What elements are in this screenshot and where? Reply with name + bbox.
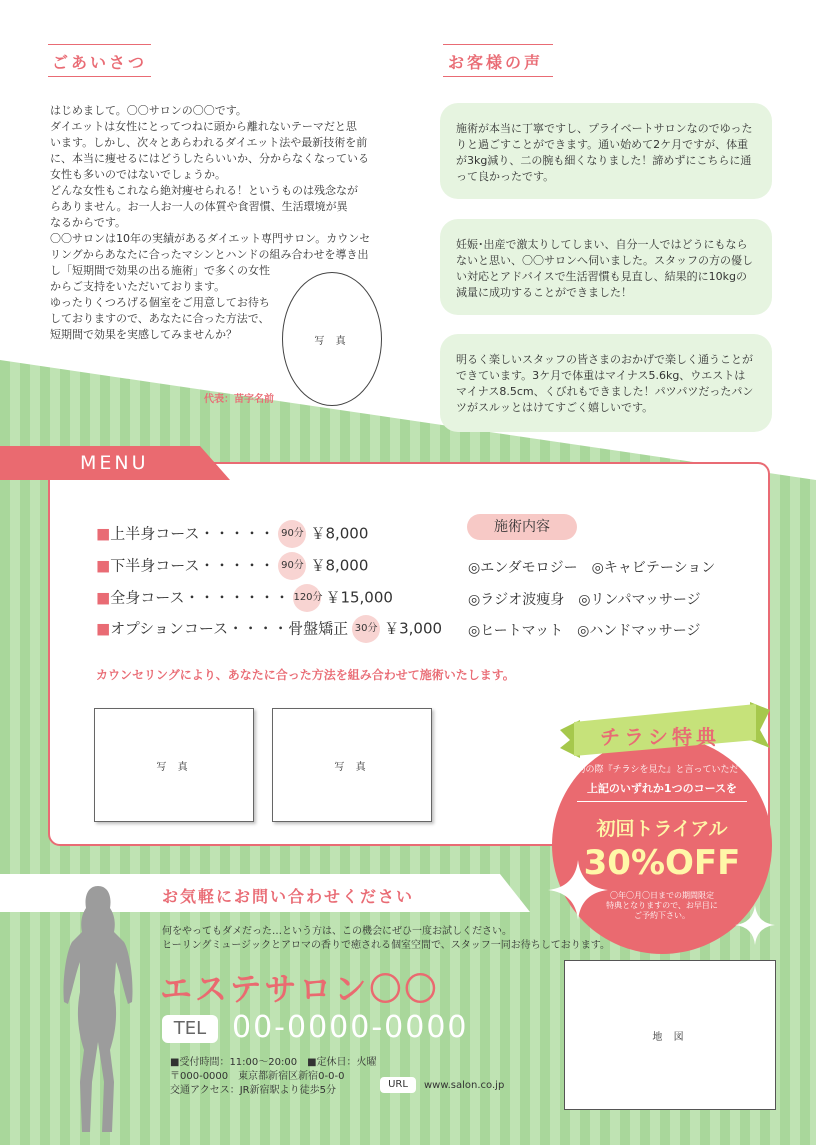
greeting-line: に、本当に痩せるにはどうしたらいいか、分からなくなっている bbox=[50, 152, 369, 165]
voice-card: 施術が本当に丁寧ですし、プライベートサロンなのでゆったりと過ごすことができます。通い始めて2ケ月ですが、体重が3kg減り、二の腕も細くなりました！諦めずにこちらに通って良かったです。 bbox=[440, 103, 772, 199]
menu-item: ■全身コース・・・・・・・ 120分 ￥15,000 bbox=[96, 584, 393, 612]
phone-number[interactable]: 00-0000-0000 bbox=[232, 1010, 469, 1045]
time-badge: 90分 bbox=[278, 552, 306, 580]
representative-name: 代表：苗字名前 bbox=[204, 394, 274, 405]
trial-text: 初回トライアル bbox=[596, 818, 728, 840]
greeting-line: からご支持をいただいております。 bbox=[50, 280, 226, 293]
treatment-line: ◎ヒートマット ◎ハンドマッサージ bbox=[468, 623, 701, 639]
greeting-title: ごあいさつ bbox=[52, 53, 148, 72]
sparkle-icon bbox=[735, 905, 775, 945]
menu-item-name: 全身コース・・・・・・・ bbox=[110, 588, 290, 607]
time-badge: 120分 bbox=[293, 584, 321, 612]
voice-card: 妊娠･出産で激太りしてしまい、自分一人ではどうにもならないと思い、〇〇サロンへ伺いました。スタッフの方の優しい対応とアドバイスで生活習慣も見直し、結果的に10kgの減量に成功することができました！ bbox=[440, 219, 772, 315]
treatment-title: 施術内容 bbox=[467, 514, 577, 540]
time-badge: 30分 bbox=[352, 615, 380, 643]
menu-item-name: オプションコース・・・・骨盤矯正 bbox=[110, 619, 349, 638]
counseling-note: カウンセリングにより、あなたに合った方法を組み合わせて施術いたします。 bbox=[96, 668, 515, 682]
menu-item: ■上半身コース・・・・・ 90分 ￥8,000 bbox=[96, 520, 368, 548]
menu-item-name: 下半身コース・・・・・ bbox=[110, 556, 275, 575]
address: 〒000-0000 東京都新宿区新宿0-0-0 bbox=[170, 1071, 345, 1082]
time-badge: 90分 bbox=[278, 520, 306, 548]
menu-item: ■オプションコース・・・・骨盤矯正 30分 ￥3,000 bbox=[96, 615, 442, 643]
access: 交通アクセス：JR新宿駅より徒歩5分 bbox=[170, 1085, 336, 1096]
photo-placeholder: 写 真 bbox=[94, 708, 254, 822]
url-label: URL bbox=[380, 1077, 416, 1093]
contact-desc: ヒーリングミュージックとアロマの香りで癒される個室空間で、スタッフ一同お待ちしております。 bbox=[162, 940, 610, 951]
greeting-line: 女性も多いのではないでしょうか。 bbox=[50, 168, 226, 181]
greeting-line: はじめまして。〇〇サロンの〇〇です。 bbox=[50, 104, 247, 117]
voices-title: お客様の声 bbox=[448, 53, 544, 72]
greeting-line: らありません。お一人お一人の体質や食習慣、生活環境が異 bbox=[50, 200, 348, 213]
greeting-line: ゆったりくつろげる個室をご用意してお待ち bbox=[50, 296, 270, 309]
greeting-line: し「短期間で効果の出る施術」で多くの女性 bbox=[50, 264, 270, 277]
salon-name: エステサロン〇〇 bbox=[160, 970, 440, 1008]
contact-desc: 何をやってもダメだった…という方は、この機会にぜひ一度お試しください。 bbox=[162, 926, 512, 937]
greeting-line: なるからです。 bbox=[50, 216, 127, 229]
business-hours: ■受付時間：11:00～20:00 ■定休日：火曜 bbox=[170, 1057, 377, 1068]
treatment-line: ◎エンダモロジー ◎キャビテーション bbox=[468, 560, 716, 576]
tel-label: TEL bbox=[162, 1015, 218, 1043]
greeting-line: 短期間で効果を実感してみませんか？ bbox=[50, 328, 237, 341]
ribbon-text: チラシ特典 bbox=[600, 725, 720, 749]
discount-text: 30%OFF bbox=[583, 843, 741, 883]
greeting-line: リングからあなたに合ったマシンとハンドの組み合わせを導き出 bbox=[50, 248, 369, 261]
website-url[interactable]: www.salon.co.jp bbox=[424, 1080, 505, 1091]
menu-item: ■下半身コース・・・・・ 90分 ￥8,000 bbox=[96, 552, 368, 580]
menu-title: MENU bbox=[80, 452, 149, 474]
contact-title: お気軽にお問い合わせください bbox=[162, 887, 415, 906]
greeting-line: ダイエットは女性にとってつねに頭から離れないテーマだと思 bbox=[50, 120, 357, 133]
greeting-line: どんな女性もこれなら絶対痩せられる！というものは残念なが bbox=[50, 184, 358, 197]
menu-item-name: 上半身コース・・・・・ bbox=[110, 524, 275, 543]
greeting-line: しておりますので、あなたに合った方法で、 bbox=[50, 312, 270, 325]
voice-card: 明るく楽しいスタッフの皆さまのおかげで楽しく通うことができています。3ケ月で体重はマイナス5.6kg、ウエストはマイナス8.5cm、くびれもできました！パツパツだったパンツがスルッとはけてすごく嬉しいです。 bbox=[440, 334, 772, 432]
greeting-line: います。しかし、次々とあらわれるダイエット法や最新技術を前 bbox=[50, 136, 368, 149]
greeting-line: 〇〇サロンは10年の実績があるダイエット専門サロン。カウンセ bbox=[50, 232, 371, 245]
woman-silhouette-icon bbox=[58, 882, 138, 1136]
photo-placeholder: 写 真 bbox=[282, 272, 382, 406]
photo-placeholder: 写 真 bbox=[272, 708, 432, 822]
map-placeholder: 地 図 bbox=[564, 960, 776, 1110]
flyer-benefit-circle: ご予約の際『チラシを見た』と言っていただくと、 上記のいずれか1つのコースを 初回トライアル 30%OFF 〇年〇月〇日までの期間限定 特典となりますので、お早目に ご予約下さい。 bbox=[552, 736, 772, 954]
treatment-line: ◎ラジオ波痩身 ◎リンパマッサージ bbox=[468, 592, 701, 608]
sparkle-icon bbox=[548, 860, 608, 920]
